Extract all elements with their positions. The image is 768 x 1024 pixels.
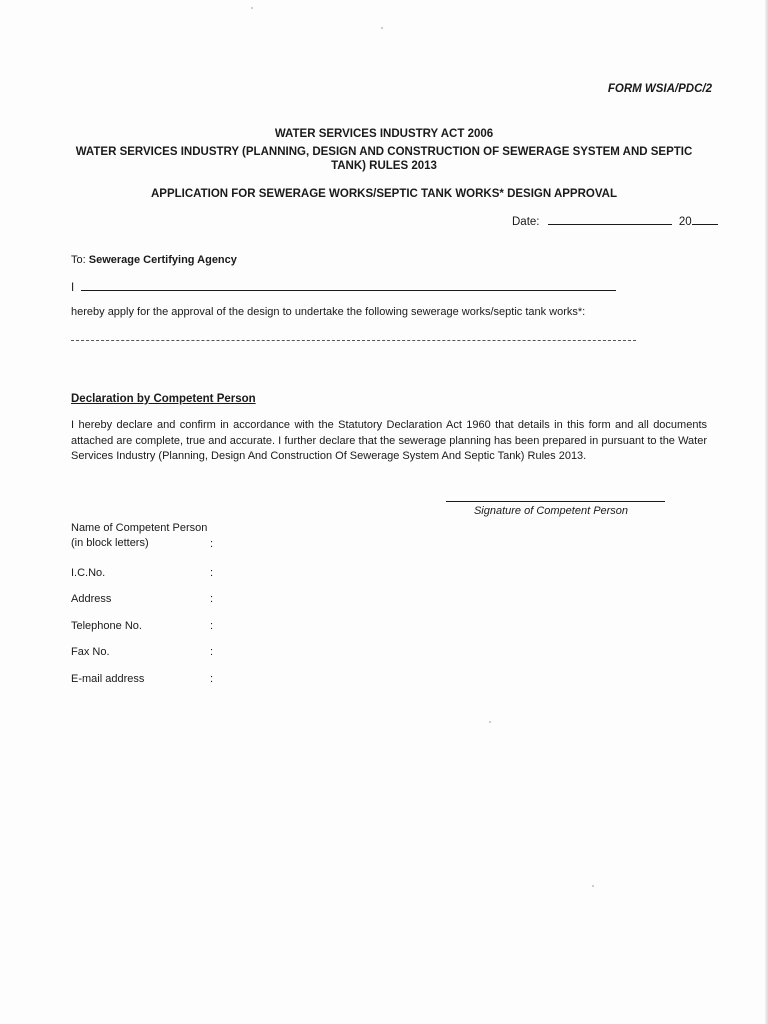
apply-statement: hereby apply for the approval of the design to undertake the following sewerage works/septic tank works*: (71, 306, 586, 318)
date-row (512, 213, 718, 230)
act-title: WATER SERVICES INDUSTRY ACT 2006 (274, 128, 494, 140)
form-code: FORM WSIA/PDC/2 (607, 83, 712, 95)
applicant-i-label: I (71, 282, 75, 294)
fax-label: Fax No. (71, 646, 110, 658)
agency-name: Sewerage Certifying Agency (88, 254, 237, 266)
email-colon: : (210, 673, 214, 685)
scan-speck (592, 885, 594, 887)
year-prefix: 20 (678, 216, 692, 228)
scan-speck (381, 27, 383, 29)
works-description-field[interactable] (71, 340, 636, 341)
declaration-heading: Declaration by Competent Person (71, 393, 256, 405)
telephone-label: Telephone No. (71, 620, 142, 632)
ic-colon: : (210, 567, 214, 579)
date-label: Date: (512, 216, 540, 228)
declaration-text: I hereby declare and confirm in accordance with the Statutory Declaration Act 1960 that details in this form and all documents attached are complete, true and accurate. I further declare that the sewerage planning has been prepared in pursuant to the Water Services Industry (Planning, Design And Construction Of Sewerage System And Septic Tank) Rules 2013. (71, 419, 707, 462)
scan-speck (251, 7, 253, 9)
year-field[interactable] (692, 213, 718, 225)
date-field[interactable] (548, 213, 672, 225)
address-colon: : (210, 593, 214, 605)
name-label (71, 521, 207, 551)
application-title: APPLICATION FOR SEWERAGE WORKS/SEPTIC TANK WORKS* DESIGN APPROVAL (151, 188, 617, 200)
signature-field[interactable] (446, 501, 665, 502)
applicant-row (71, 279, 616, 296)
rules-title (60, 145, 708, 173)
telephone-colon: : (210, 620, 214, 632)
name-label-line2: (in block letters) (71, 537, 149, 549)
applicant-name-field[interactable] (81, 279, 616, 291)
to-label: To: (71, 254, 86, 266)
signature-label: Signature of Competent Person (473, 505, 629, 517)
ic-label: I.C.No. (71, 567, 106, 579)
email-label: E-mail address (71, 673, 145, 685)
address-label: Address (71, 593, 112, 605)
scan-speck (489, 721, 491, 723)
name-label-line1: Name of Competent Person (71, 522, 208, 534)
name-colon: : (210, 538, 214, 550)
addressee-row (71, 253, 237, 268)
fax-colon: : (210, 646, 214, 658)
rules-title-line2: TANK) RULES 2013 (331, 160, 437, 172)
rules-title-line1: WATER SERVICES INDUSTRY (PLANNING, DESIGN AND CONSTRUCTION OF SEWERAGE SYSTEM AND SEPTIC (75, 146, 693, 158)
